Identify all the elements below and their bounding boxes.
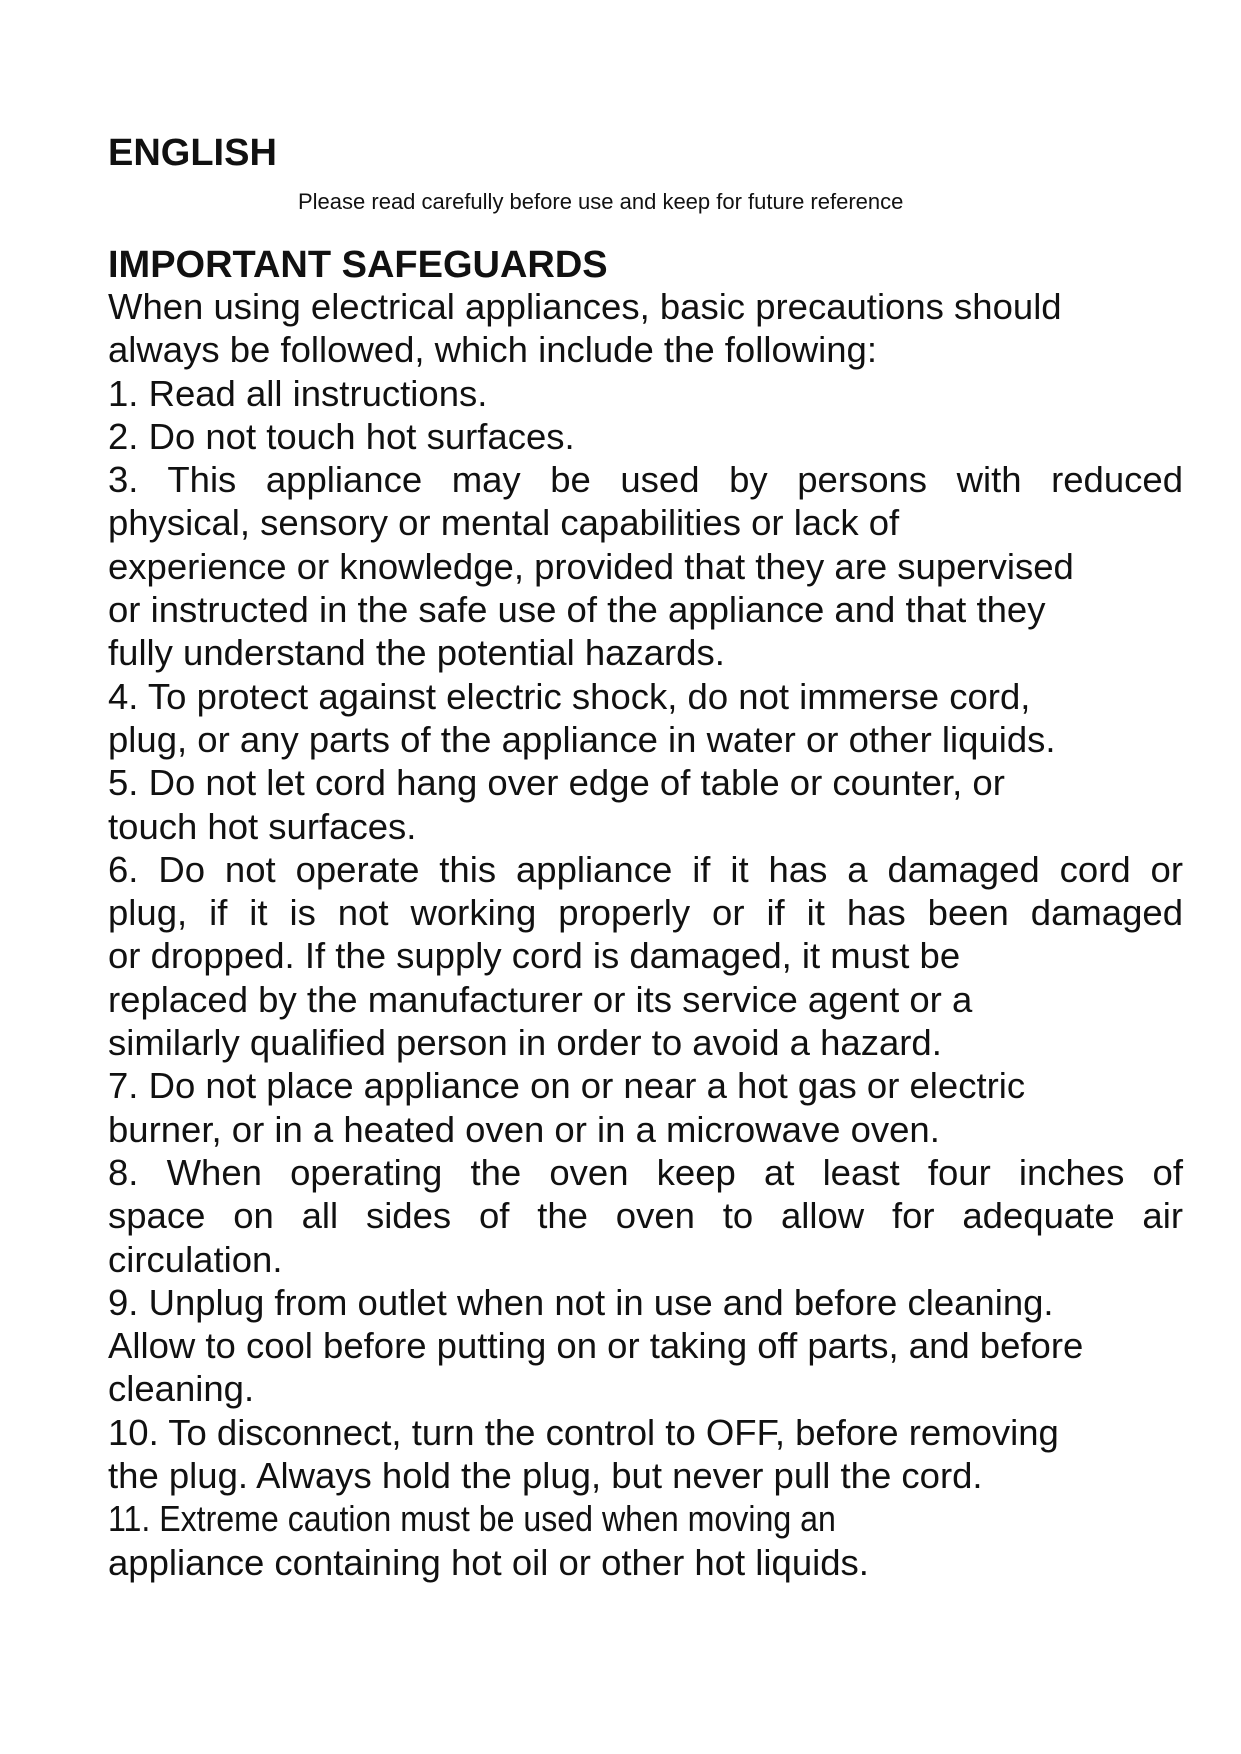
- text-line: fully understand the potential hazards.: [108, 632, 725, 674]
- text-line: circulation.: [108, 1238, 283, 1280]
- text-line: or instructed in the safe use of the appliance and that they: [108, 589, 1046, 631]
- text-line: or dropped. If the supply cord is damaged, it must be: [108, 935, 961, 977]
- text-line: space on all sides of the oven to allow for adequate air: [108, 1195, 1183, 1237]
- safeguard-item-9: [108, 1281, 1183, 1411]
- text-line: physical, sensory or mental capabilities or lack of: [108, 502, 900, 544]
- text-line: burner, or in a heated oven or in a microwave oven.: [108, 1108, 940, 1150]
- text-line: plug, or any parts of the appliance in water or other liquids.: [108, 718, 1056, 760]
- safeguard-item-3: [108, 458, 1183, 674]
- safeguard-item-7: [108, 1064, 1183, 1151]
- text-line: 3. This appliance may be used by persons with reduced: [108, 459, 1183, 501]
- text-line: When using electrical appliances, basic precautions should: [108, 286, 1062, 327]
- text-line: the plug. Always hold the plug, but never pull the cord.: [108, 1455, 983, 1497]
- text-line: 1. Read all instructions.: [108, 372, 488, 414]
- text-line: 9. Unplug from outlet when not in use and before cleaning.: [108, 1281, 1054, 1323]
- text-line: 6. Do not operate this appliance if it has a damaged cord or: [108, 848, 1183, 890]
- text-line: experience or knowledge, provided that they are supervised: [108, 545, 1074, 587]
- text-line: Allow to cool before putting on or taking off parts, and before: [108, 1325, 1084, 1367]
- text-line: similarly qualified person in order to avoid a hazard.: [108, 1022, 942, 1064]
- safeguard-item-2: [108, 415, 1183, 458]
- text-line: replaced by the manufacturer or its service agent or a: [108, 978, 973, 1020]
- text-line: 4. To protect against electric shock, do not immerse cord,: [108, 675, 1031, 717]
- text-line: touch hot surfaces.: [108, 805, 417, 847]
- text-line: 2. Do not touch hot surfaces.: [108, 415, 575, 457]
- subtitle: Please read carefully before use and keep for future reference: [298, 189, 904, 214]
- safeguards-body: [108, 285, 1183, 1584]
- text-line: appliance containing hot oil or other hot liquids.: [108, 1541, 869, 1583]
- safeguard-item-8: [108, 1151, 1183, 1281]
- text-line: 8. When operating the oven keep at least four inches of: [108, 1151, 1183, 1193]
- safeguard-item-6: [108, 848, 1183, 1064]
- text-line: 5. Do not let cord hang over edge of table or counter, or: [108, 762, 1005, 804]
- safeguard-item-10: [108, 1411, 1183, 1498]
- text-line: plug, if it is not working properly or if it has been damaged: [108, 892, 1183, 934]
- safeguard-item-1: [108, 372, 1183, 415]
- text-line: always be followed, which include the following:: [108, 329, 877, 371]
- safeguard-item-11: [108, 1497, 1183, 1584]
- text-line: 10. To disconnect, turn the control to OFF, before removing: [108, 1411, 1059, 1453]
- text-line: 11. Extreme caution must be used when moving an: [108, 1498, 836, 1540]
- text-line: cleaning.: [108, 1368, 255, 1410]
- language-heading: ENGLISH: [108, 132, 277, 174]
- section-title: IMPORTANT SAFEGUARDS: [108, 244, 608, 286]
- text-line: 7. Do not place appliance on or near a hot gas or electric: [108, 1065, 1026, 1107]
- safeguard-item-4: [108, 675, 1183, 762]
- safeguard-item-5: [108, 761, 1183, 848]
- intro-paragraph: [108, 285, 1183, 372]
